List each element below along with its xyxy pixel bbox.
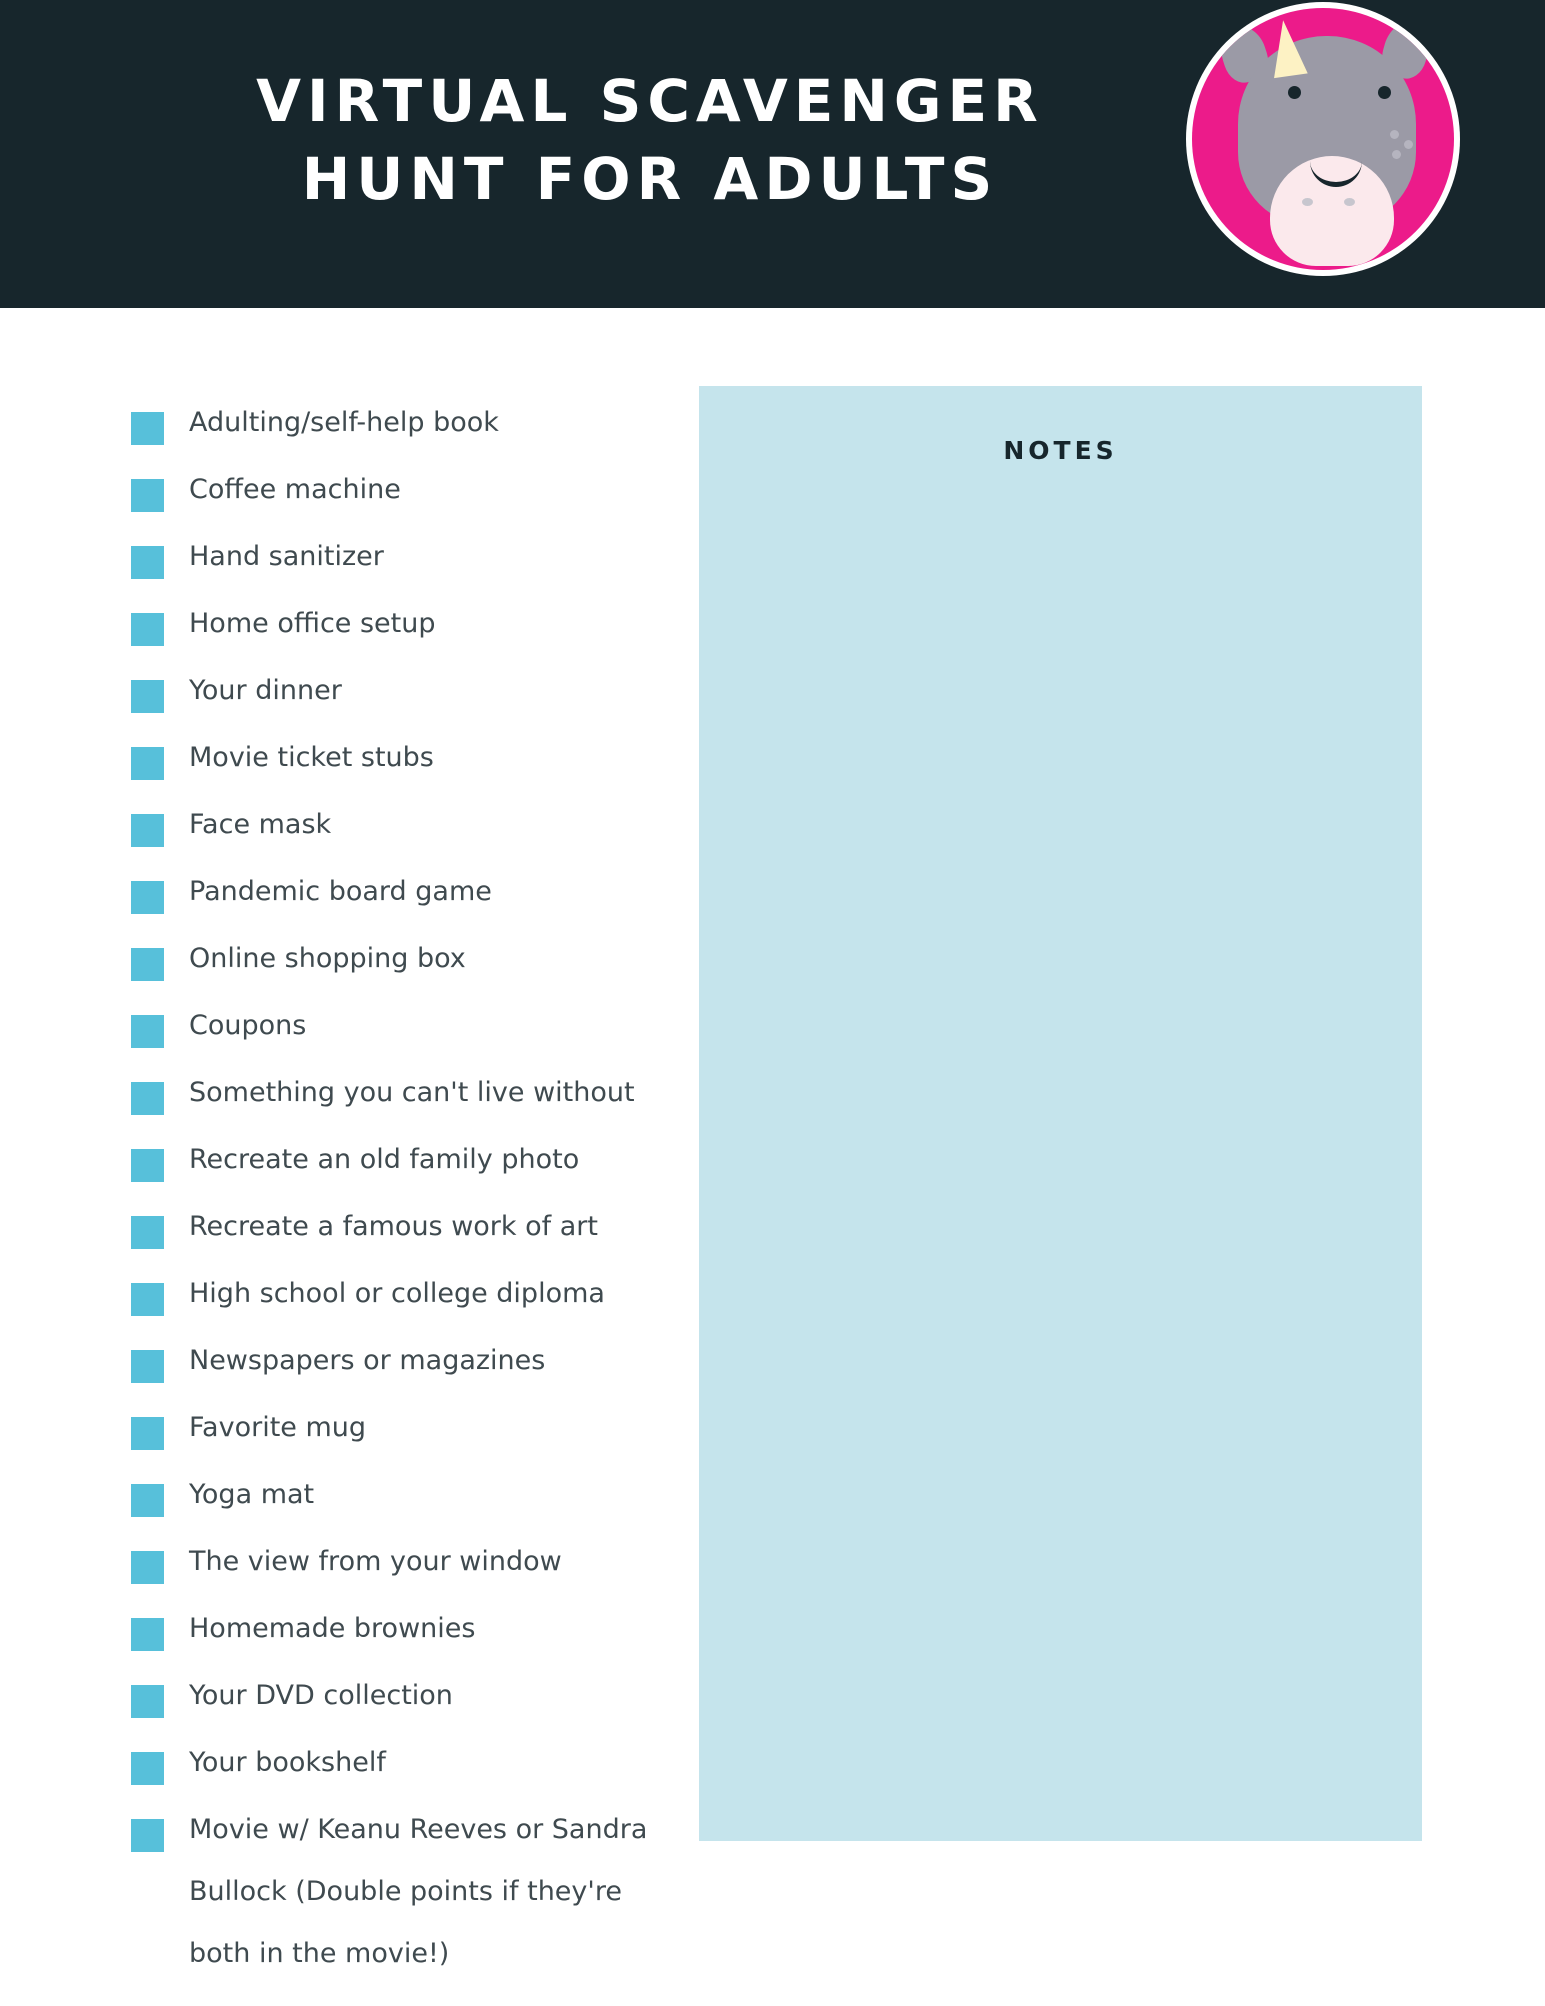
list-item[interactable]	[131, 1279, 691, 1325]
list-item-label: Recreate a famous work of art	[189, 1211, 598, 1242]
list-item-label: Favorite mug	[189, 1412, 367, 1443]
checkbox-icon[interactable]	[131, 412, 164, 445]
notes-panel[interactable]	[699, 386, 1422, 1841]
checkbox-icon[interactable]	[131, 747, 164, 780]
list-item[interactable]	[131, 676, 691, 722]
list-item[interactable]	[131, 1145, 691, 1191]
checkbox-icon[interactable]	[131, 479, 164, 512]
list-item[interactable]	[131, 475, 691, 521]
checkbox-icon[interactable]	[131, 680, 164, 713]
checkbox-icon[interactable]	[131, 1551, 164, 1584]
list-item-label: Home office setup	[189, 608, 436, 639]
rhino-cheek-dot	[1404, 140, 1413, 149]
avatar-ring	[1192, 8, 1454, 270]
checklist	[131, 408, 691, 2006]
list-item-label: Homemade brownies	[189, 1613, 476, 1644]
checkbox-icon[interactable]	[131, 1283, 164, 1316]
page-title: VIRTUAL SCAVENGER HUNT FOR ADULTS	[256, 67, 1044, 213]
rhino-avatar-icon	[1186, 2, 1460, 276]
checkbox-icon[interactable]	[131, 1216, 164, 1249]
list-item-label: High school or college diploma	[189, 1278, 605, 1309]
rhino-nostril	[1302, 198, 1313, 206]
page-body	[0, 308, 1545, 2000]
rhino-eye-left	[1288, 86, 1301, 99]
list-item-label: The view from your window	[189, 1546, 562, 1577]
checkbox-icon[interactable]	[131, 1752, 164, 1785]
list-item-label: Adulting/self-help book	[189, 407, 499, 438]
checkbox-icon[interactable]	[131, 1082, 164, 1115]
list-item-label: Newspapers or magazines	[189, 1345, 546, 1376]
list-item[interactable]	[131, 1614, 691, 1660]
rhino-horn	[1266, 18, 1307, 78]
list-item-label: Pandemic board game	[189, 876, 492, 907]
list-item-label: Your DVD collection	[189, 1680, 453, 1711]
rhino-nostril	[1344, 198, 1355, 206]
checkbox-icon[interactable]	[131, 1015, 164, 1048]
list-item[interactable]	[131, 408, 691, 454]
list-item[interactable]	[131, 810, 691, 856]
list-item[interactable]	[131, 1547, 691, 1593]
checkbox-icon[interactable]	[131, 546, 164, 579]
list-item[interactable]	[131, 944, 691, 990]
list-item-label: Movie ticket stubs	[189, 742, 434, 773]
list-item[interactable]	[131, 1748, 691, 1794]
notes-title: NOTES	[1003, 436, 1118, 465]
list-item[interactable]	[131, 1681, 691, 1727]
list-item[interactable]	[131, 1011, 691, 1057]
checkbox-icon[interactable]	[131, 1350, 164, 1383]
checkbox-icon[interactable]	[131, 1149, 164, 1182]
list-item-label: Coupons	[189, 1010, 307, 1041]
rhino-cheek-dot	[1390, 130, 1399, 139]
checkbox-icon[interactable]	[131, 948, 164, 981]
list-item[interactable]	[131, 542, 691, 588]
checkbox-icon[interactable]	[131, 881, 164, 914]
list-item[interactable]	[131, 1815, 691, 1985]
checkbox-icon[interactable]	[131, 1819, 164, 1852]
list-item[interactable]	[131, 743, 691, 789]
list-item-label: Hand sanitizer	[189, 541, 384, 572]
checkbox-icon[interactable]	[131, 814, 164, 847]
list-item[interactable]	[131, 1346, 691, 1392]
list-item-label: Your dinner	[189, 675, 342, 706]
list-item-label: Movie w/ Keanu Reeves or Sandra Bullock (Double points if they're both in the movie!)	[189, 1814, 656, 1969]
list-item-label: Online shopping box	[189, 943, 466, 974]
list-item-label: Face mask	[189, 809, 332, 840]
checkbox-icon[interactable]	[131, 613, 164, 646]
rhino-eye-right	[1378, 86, 1391, 99]
list-item[interactable]	[131, 1413, 691, 1459]
list-item-label: Coffee machine	[189, 474, 401, 505]
list-item[interactable]	[131, 1078, 691, 1124]
checkbox-icon[interactable]	[131, 1618, 164, 1651]
checkbox-icon[interactable]	[131, 1685, 164, 1718]
list-item[interactable]	[131, 1212, 691, 1258]
list-item-label: Yoga mat	[189, 1479, 315, 1510]
list-item-label: Recreate an old family photo	[189, 1144, 580, 1175]
list-item[interactable]	[131, 877, 691, 923]
rhino-cheek-dot	[1392, 150, 1401, 159]
checkbox-icon[interactable]	[131, 1417, 164, 1450]
page-header	[0, 0, 1545, 308]
checkbox-icon[interactable]	[131, 1484, 164, 1517]
list-item-label: Something you can't live without	[189, 1077, 635, 1108]
list-item[interactable]	[131, 1480, 691, 1526]
list-item-label: Your bookshelf	[189, 1747, 386, 1778]
list-item[interactable]	[131, 609, 691, 655]
